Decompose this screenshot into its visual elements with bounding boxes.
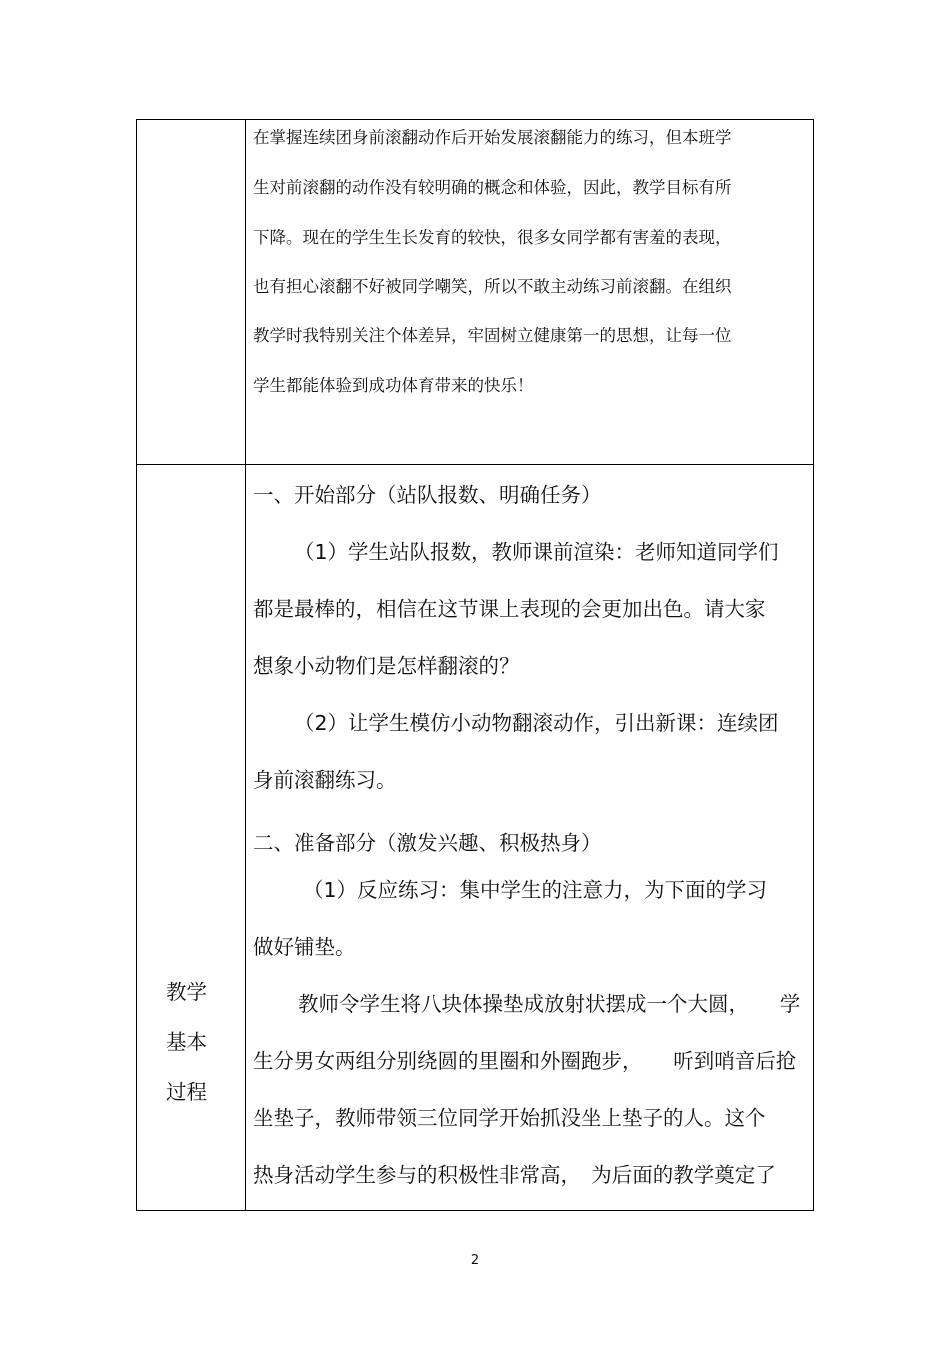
body-text-line: 热身活动学生参与的积极性非常高， 为后面的教学奠定了 [253,1163,776,1187]
row1-text-line: 也有担心滚翻不好被同学嘲笑，所以不敢主动练习前滚翻。在组织 [253,277,732,296]
body-text-line: 都是最棒的，相信在这节课上表现的会更加出色。请大家 [253,597,766,621]
body-text-line: 教师令学生将八块体操垫成放射状摆成一个大圆， 学 [298,992,801,1016]
body-text-line: （1）反应练习：集中学生的注意力，为下面的学习 [303,878,768,902]
row1-text-line: 下降。现在的学生生长发育的较快，很多女同学都有害羞的表现， [253,228,732,247]
section-heading: 一、开始部分（站队报数、明确任务） [253,483,602,507]
section-label: 基本 [166,1030,207,1054]
body-text-line: 身前滚翻练习。 [253,768,397,792]
section-heading: 二、准备部分（激发兴趣、积极热身） [253,831,602,855]
body-text-line: （1）学生站队报数，教师课前渲染：老师知道同学们 [294,540,779,564]
row1-text-line: 教学时我特别关注个体差异，牢固树立健康第一的思想，让每一位 [253,326,732,345]
row-divider [137,464,813,465]
body-text-line: 想象小动物们是怎样翻滚的？ [253,654,520,678]
row1-text-line: 学生都能体验到成功体育带来的快乐！ [253,376,534,395]
section-label: 过程 [166,1080,207,1104]
body-text-line: 生分男女两组分别绕圆的里圈和外圈跑步， 听到哨音后抢 [253,1049,797,1073]
page-number: 2 [470,1253,480,1268]
body-text-line: 坐垫子，教师带领三位同学开始抓没坐上垫子的人。这个 [253,1106,766,1130]
column-divider [245,120,246,1210]
row1-text-line: 生对前滚翻的动作没有较明确的概念和体验，因此，教学目标有所 [253,178,732,197]
row1-text-line: 在掌握连续团身前滚翻动作后开始发展滚翻能力的练习，但本班学 [253,128,732,147]
body-text-line: 做好铺垫。 [253,935,356,959]
body-text-line: （2）让学生模仿小动物翻滚动作，引出新课：连续团 [294,711,779,735]
section-label: 教学 [166,980,207,1004]
